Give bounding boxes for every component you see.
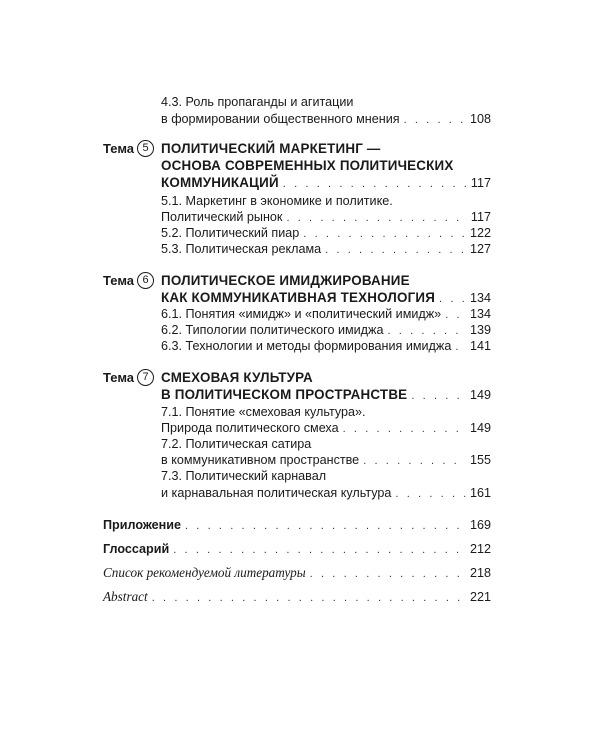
toc-entry-glossary[interactable] [103,541,491,558]
toc-entry-text: 5.1. Маркетинг в экономике и политике. [161,194,393,208]
topic-5-title-line1[interactable] [161,141,491,157]
topic-5-label [103,140,154,157]
page-number: 139 [469,323,491,337]
toc-entry-7-2[interactable] [161,452,491,469]
topic-label: Тема [103,273,135,288]
toc-entry-6-1[interactable] [161,306,491,323]
toc-entry-text: 5.3. Политическая реклама [161,242,322,256]
dot-leader [404,112,466,128]
page-number: 134 [469,307,491,321]
page-number: 169 [469,518,491,532]
dot-leader [387,323,466,339]
dot-leader [303,226,466,242]
page-number: 212 [469,542,491,556]
dot-leader [363,453,466,469]
page-number: 161 [469,486,491,500]
dot-leader [439,291,466,307]
page-number: 155 [469,453,491,467]
toc-entry-text: 6.2. Типологии политического имиджа [161,323,384,337]
toc-entry-literature[interactable] [103,565,491,582]
topic-5-title-line3[interactable] [161,175,491,192]
topic-title: ПОЛИТИЧЕСКОЕ ИМИДЖИРОВАНИЕ [161,273,410,288]
topic-7-label [103,369,154,386]
toc-entry-text: и карнавальная политическая культура [161,486,392,500]
toc-entry-text: Список рекомендуемой литературы [103,565,306,580]
toc-entry-5-1[interactable] [161,209,491,226]
toc-entry-text: 6.3. Технологии и методы формирования имиджа [161,339,452,353]
toc-entry-text: в коммуникативном пространстве [161,453,360,467]
toc-entry-text: Приложение [103,518,181,532]
dot-leader [343,421,466,437]
toc-entry-text: Природа политического смеха [161,421,339,435]
topic-title: СМЕХОВАЯ КУЛЬТУРА [161,370,313,385]
dot-leader [411,388,466,404]
topic-title: КОММУНИКАЦИЙ [161,175,279,190]
topic-number-badge: 6 [137,272,154,289]
toc-entry-abstract[interactable] [103,589,491,606]
page-number: 149 [469,388,491,402]
topic-title: ОСНОВА СОВРЕМЕННЫХ ПОЛИТИЧЕСКИХ [161,158,454,173]
toc-entry-text: в формировании общественного мнения [161,112,400,126]
topic-label: Тема [103,370,135,385]
dot-leader [173,542,466,558]
dot-leader [310,566,466,582]
toc-entry-text: Abstract [103,589,148,604]
dot-leader [325,242,466,258]
toc-entry-6-2[interactable] [161,322,491,339]
toc-entry-7-3[interactable] [161,485,491,502]
page-number: 221 [469,590,491,604]
dot-leader [445,307,466,323]
toc-entry-7-1[interactable] [161,420,491,437]
toc-entry-7-3-line1 [161,468,491,484]
toc-entry-text: Глоссарий [103,542,170,556]
toc-entry-4-3-line1 [161,94,491,110]
toc-entry-text: 6.1. Понятия «имидж» и «политический имидж» [161,307,442,321]
toc-entry-text: 7.1. Понятие «смеховая культура». [161,405,366,419]
dot-leader [152,590,466,606]
dot-leader [283,176,467,192]
dot-leader [455,339,466,355]
topic-6-title-line1[interactable] [161,273,491,289]
dot-leader [185,518,466,534]
toc-entry-7-2-line1 [161,436,491,452]
dot-leader [395,486,466,502]
topic-5-title-line2[interactable] [161,158,491,174]
topic-number-badge: 7 [137,369,154,386]
topic-number-badge: 5 [137,140,154,157]
topic-7-title-line2[interactable] [161,387,491,404]
toc-entry-text: 4.3. Роль пропаганды и агитации [161,95,354,109]
page-number: 149 [469,421,491,435]
toc-entry-7-1-line1 [161,404,491,420]
dot-leader [286,210,466,226]
page-number: 141 [469,339,491,353]
page-number: 117 [470,210,491,224]
toc-entry-text: 7.3. Политический карнавал [161,469,327,483]
toc-entry-5-1-line1 [161,193,491,209]
topic-6-label [103,272,154,289]
toc-entry-text: Политический рынок [161,210,283,224]
topic-label: Тема [103,141,135,156]
topic-title: В ПОЛИТИЧЕСКОМ ПРОСТРАНСТВЕ [161,387,408,402]
toc-entry-6-3[interactable] [161,338,491,355]
page-number: 134 [469,291,491,305]
topic-6-title-line2[interactable] [161,290,491,307]
page-number: 218 [469,566,491,580]
toc-entry-text: 7.2. Политическая сатира [161,437,312,451]
page-number: 122 [469,226,491,240]
toc-entry-5-3[interactable] [161,241,491,258]
toc-entry-5-2[interactable] [161,225,491,242]
topic-7-title-line1[interactable] [161,370,491,386]
topic-title: ПОЛИТИЧЕСКИЙ МАРКЕТИНГ — [161,141,381,156]
toc-entry-text: 5.2. Политический пиар [161,226,300,240]
page-number: 117 [470,176,491,190]
page-number: 127 [469,242,491,256]
topic-title: КАК КОММУНИКАТИВНАЯ ТЕХНОЛОГИЯ [161,290,436,305]
page-number: 108 [469,112,491,126]
toc-entry-4-3[interactable] [161,111,491,128]
toc-entry-appendix[interactable] [103,517,491,534]
